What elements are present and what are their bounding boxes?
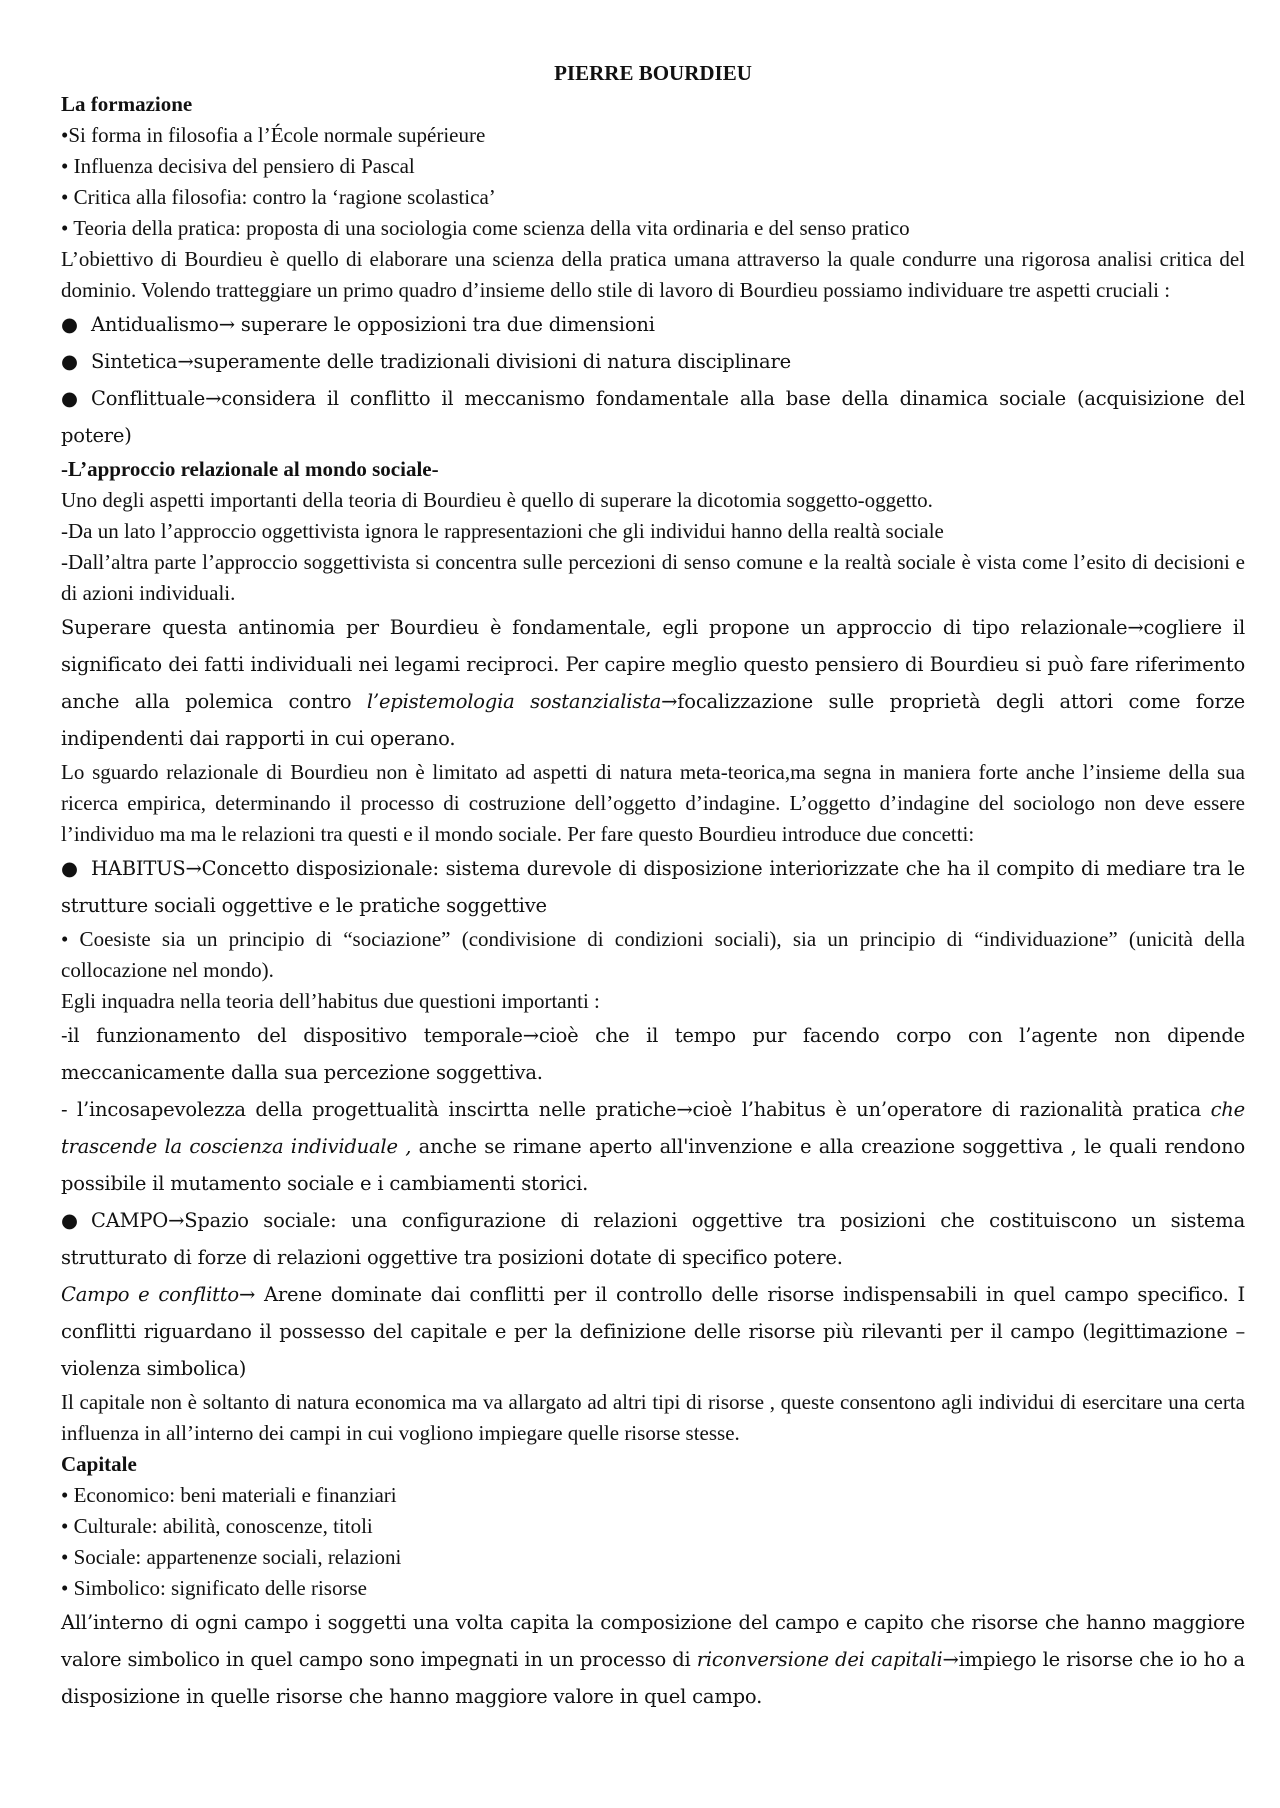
paragraph: • Coesiste sia un principio di “sociazione” (condivisione di condizioni sociali), sia un principio di “individuazione” (unicità della collocazione nel mondo). xyxy=(61,927,1245,982)
list-item: ● Sintetica→superamente delle tradizionali divisioni di natura disciplinare xyxy=(61,343,1245,380)
page-title: PIERRE BOURDIEU xyxy=(554,61,752,85)
list-item: • Economico: beni materiali e finanziari xyxy=(61,1483,397,1507)
bullet-icon: ● xyxy=(61,313,78,336)
list-item: ● HABITUS→Concetto disposizionale: sistema durevole di disposizione interiorizzate che ha il compito di mediare tra le strutture sociali oggettive e le pratiche soggettive xyxy=(61,850,1245,924)
list-item: • Simbolico: significato delle risorse xyxy=(61,1576,367,1600)
paragraph-obiettivo: L’obiettivo di Bourdieu è quello di elaborare una scienza della pratica umana attraverso la quale condurre una rigorosa analisi critica del dominio. Volendo tratteggiare un primo quadro d’insieme dello stile di lavoro di Bourdieu possiamo individuare tre aspetti cruciali : xyxy=(61,247,1245,302)
heading-capitale: Capitale xyxy=(61,1452,137,1476)
paragraph: Superare questa antinomia per Bourdieu è fondamentale, egli propone un approccio di tipo relazionale→cogliere il significato dei fatti individuali nei legami reciproci. Per capire meglio questo pensiero di Bourdieu si può fare riferimento anche alla polemica contro l’epistemologia sostanzialista→focalizzazione sulle proprietà degli attori come forze indipendenti dai rapporti in cui operano. xyxy=(61,616,1246,750)
bullet-icon: ● xyxy=(61,387,78,410)
paragraph: -il funzionamento del dispositivo temporale→cioè che il tempo pur facendo corpo con l’agente non dipende meccanicamente dalla sua percezione soggettiva. xyxy=(61,1024,1245,1084)
paragraph: -Dall’altra parte l’approccio soggettivista si concentra sulle percezioni di senso comune e la realtà sociale è vista come l’esito di decisioni e di azioni individuali. xyxy=(61,550,1245,605)
paragraph: Lo sguardo relazionale di Bourdieu non è limitato ad aspetti di natura meta-teorica,ma segna in maniera forte anche l’insieme della sua ricerca empirica, determinando il processo di costruzione dell’oggetto d’indagine. L’oggetto d’indagine del sociologo non deve essere l’individuo ma ma le relazioni tra questi e il mondo sociale. Per fare questo Bourdieu introduce due concetti: xyxy=(61,760,1245,846)
bullet-icon: ● xyxy=(61,857,78,880)
list-item: ● Antidualismo→ superare le opposizioni tra due dimensioni xyxy=(61,306,1245,343)
paragraph: Egli inquadra nella teoria dell’habitus due questioni importanti : xyxy=(61,989,600,1013)
list-item: • Culturale: abilità, conoscenze, titoli xyxy=(61,1514,373,1538)
list-item: • Sociale: appartenenze sociali, relazioni xyxy=(61,1545,402,1569)
paragraph: All’interno di ogni campo i soggetti una volta capita la composizione del campo e capito che risorse che hanno maggiore valore simbolico in quel campo sono impegnati in un processo di riconversione dei capitali→impiego le risorse che io ho a disposizione in quelle risorse che hanno maggiore valore in quel campo. xyxy=(61,1611,1245,1708)
paragraph: Il capitale non è soltanto di natura economica ma va allargato ad altri tipi di risorse , queste consentono agli individui di esercitare una certa influenza in all’interno dei campi in cui vogliono impiegare quelle risorse stesse. xyxy=(61,1390,1245,1445)
list-item: ● Conflittuale→considera il conflitto il meccanismo fondamentale alla base della dinamica sociale (acquisizione del potere) xyxy=(61,380,1245,454)
paragraph: - l’incosapevolezza della progettualità inscirtta nelle pratiche→cioè l’habitus è un’operatore di razionalità pratica che trascende la coscienza individuale , anche se rimane aperto all'invenzione e alla creazione soggettiva , le quali rendono possibile il mutamento sociale e i cambiamenti storici. xyxy=(61,1098,1245,1195)
document-page xyxy=(61,58,1245,1715)
list-item: • Teoria della pratica: proposta di una sociologia come scienza della vita ordinaria e del senso pratico xyxy=(61,216,910,240)
bullet-icon: ● xyxy=(61,350,78,373)
list-item: •Si forma in filosofia a l’École normale supérieure xyxy=(61,123,486,147)
list-item: • Influenza decisiva del pensiero di Pascal xyxy=(61,154,415,178)
heading-approccio: -L’approccio relazionale al mondo sociale- xyxy=(61,457,439,481)
list-item: • Critica alla filosofia: contro la ‘ragione scolastica’ xyxy=(61,185,496,209)
paragraph: -Da un lato l’approccio oggettivista ignora le rappresentazioni che gli individui hanno della realtà sociale xyxy=(61,519,944,543)
paragraph: Campo e conflitto→ Arene dominate dai conflitti per il controllo delle risorse indispensabili in quel campo specifico. I conflitti riguardano il possesso del capitale e per la definizione delle risorse più rilevanti per il campo (legittimazione – violenza simbolica) xyxy=(61,1283,1245,1380)
list-item: ● CAMPO→Spazio sociale: una configurazione di relazioni oggettive tra posizioni che costituiscono un sistema strutturato di forze di relazioni oggettive tra posizioni dotate di specifico potere. xyxy=(61,1202,1245,1276)
heading-formazione: La formazione xyxy=(61,92,193,116)
bullet-icon: ● xyxy=(61,1209,78,1232)
paragraph: Uno degli aspetti importanti della teoria di Bourdieu è quello di superare la dicotomia soggetto-oggetto. xyxy=(61,488,933,512)
